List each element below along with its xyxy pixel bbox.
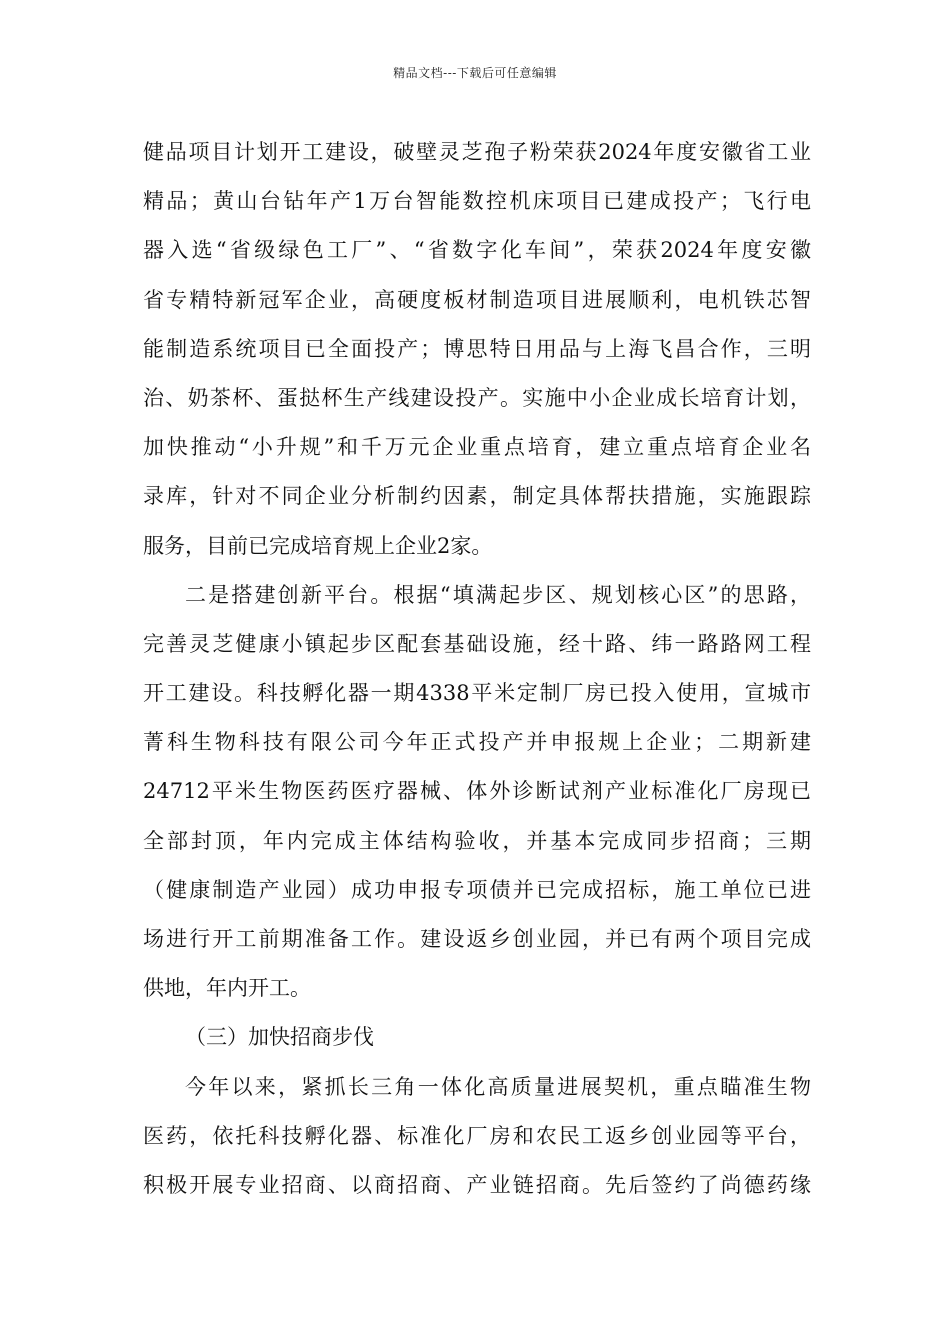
text-line: 器入选“省级绿色工厂”、“省数字化车间”，荣获2024年度安徽 bbox=[143, 238, 811, 263]
text-line: 开工建设。科技孵化器一期4338平米定制厂房已投入使用，宣城市 bbox=[143, 681, 811, 706]
page-header: 精品文档---下载后可任意编辑 bbox=[393, 66, 557, 80]
text-line: 健品项目计划开工建设，破壁灵芝孢子粉荣获2024年度安徽省工业 bbox=[143, 140, 811, 164]
paragraph-start-line: 二是搭建创新平台。根据“填满起步区、规划核心区”的思路， bbox=[185, 582, 811, 607]
text-line: 精品；黄山台钻年产1万台智能数控机床项目已建成投产；飞行电 bbox=[143, 189, 811, 214]
text-line: 录库，针对不同企业分析制约因素，制定具体帮扶措施，实施跟踪 bbox=[143, 484, 811, 509]
document-body bbox=[143, 128, 811, 1210]
text-line: 加快推动“小升规”和千万元企业重点培育，建立重点培育企业名 bbox=[143, 435, 811, 460]
text-line: （健康制造产业园）成功申报专项债并已完成招标，施工单位已进 bbox=[143, 877, 811, 902]
text-line: 菁科生物科技有限公司今年正式投产并申报规上企业；二期新建 bbox=[143, 730, 811, 755]
text-line: 省专精特新冠军企业，高硬度板材制造项目进展顺利，电机铁芯智 bbox=[143, 287, 811, 312]
text-line: 能制造系统项目已全面投产；博思特日用品与上海飞昌合作，三明 bbox=[143, 336, 811, 361]
text-line: 治、奶茶杯、蛋挞杯生产线建设投产。实施中小企业成长培育计划， bbox=[143, 385, 811, 410]
text-line: 服务，目前已完成培育规上企业2家。 bbox=[143, 533, 493, 558]
paragraph-start-line: 今年以来，紧抓长三角一体化高质量进展契机，重点瞄准生物 bbox=[185, 1074, 811, 1099]
text-line: 24712平米生物医药医疗器械、体外诊断试剂产业标准化厂房现已 bbox=[143, 779, 811, 804]
text-line: 供地，年内开工。 bbox=[143, 976, 311, 1001]
text-line: 积极开展专业招商、以商招商、产业链招商。先后签约了尚德药缘 bbox=[143, 1172, 811, 1197]
text-line: 完善灵芝健康小镇起步区配套基础设施，经十路、纬一路路网工程 bbox=[143, 631, 811, 656]
text-line: 场进行开工前期准备工作。建设返乡创业园，并已有两个项目完成 bbox=[143, 927, 811, 951]
text-line: 全部封顶，年内完成主体结构验收，并基本完成同步招商；三期 bbox=[143, 828, 811, 853]
text-line: 医药，依托科技孵化器、标准化厂房和农民工返乡创业园等平台， bbox=[143, 1123, 811, 1148]
section-heading: （三）加快招商步伐 bbox=[185, 1025, 374, 1050]
